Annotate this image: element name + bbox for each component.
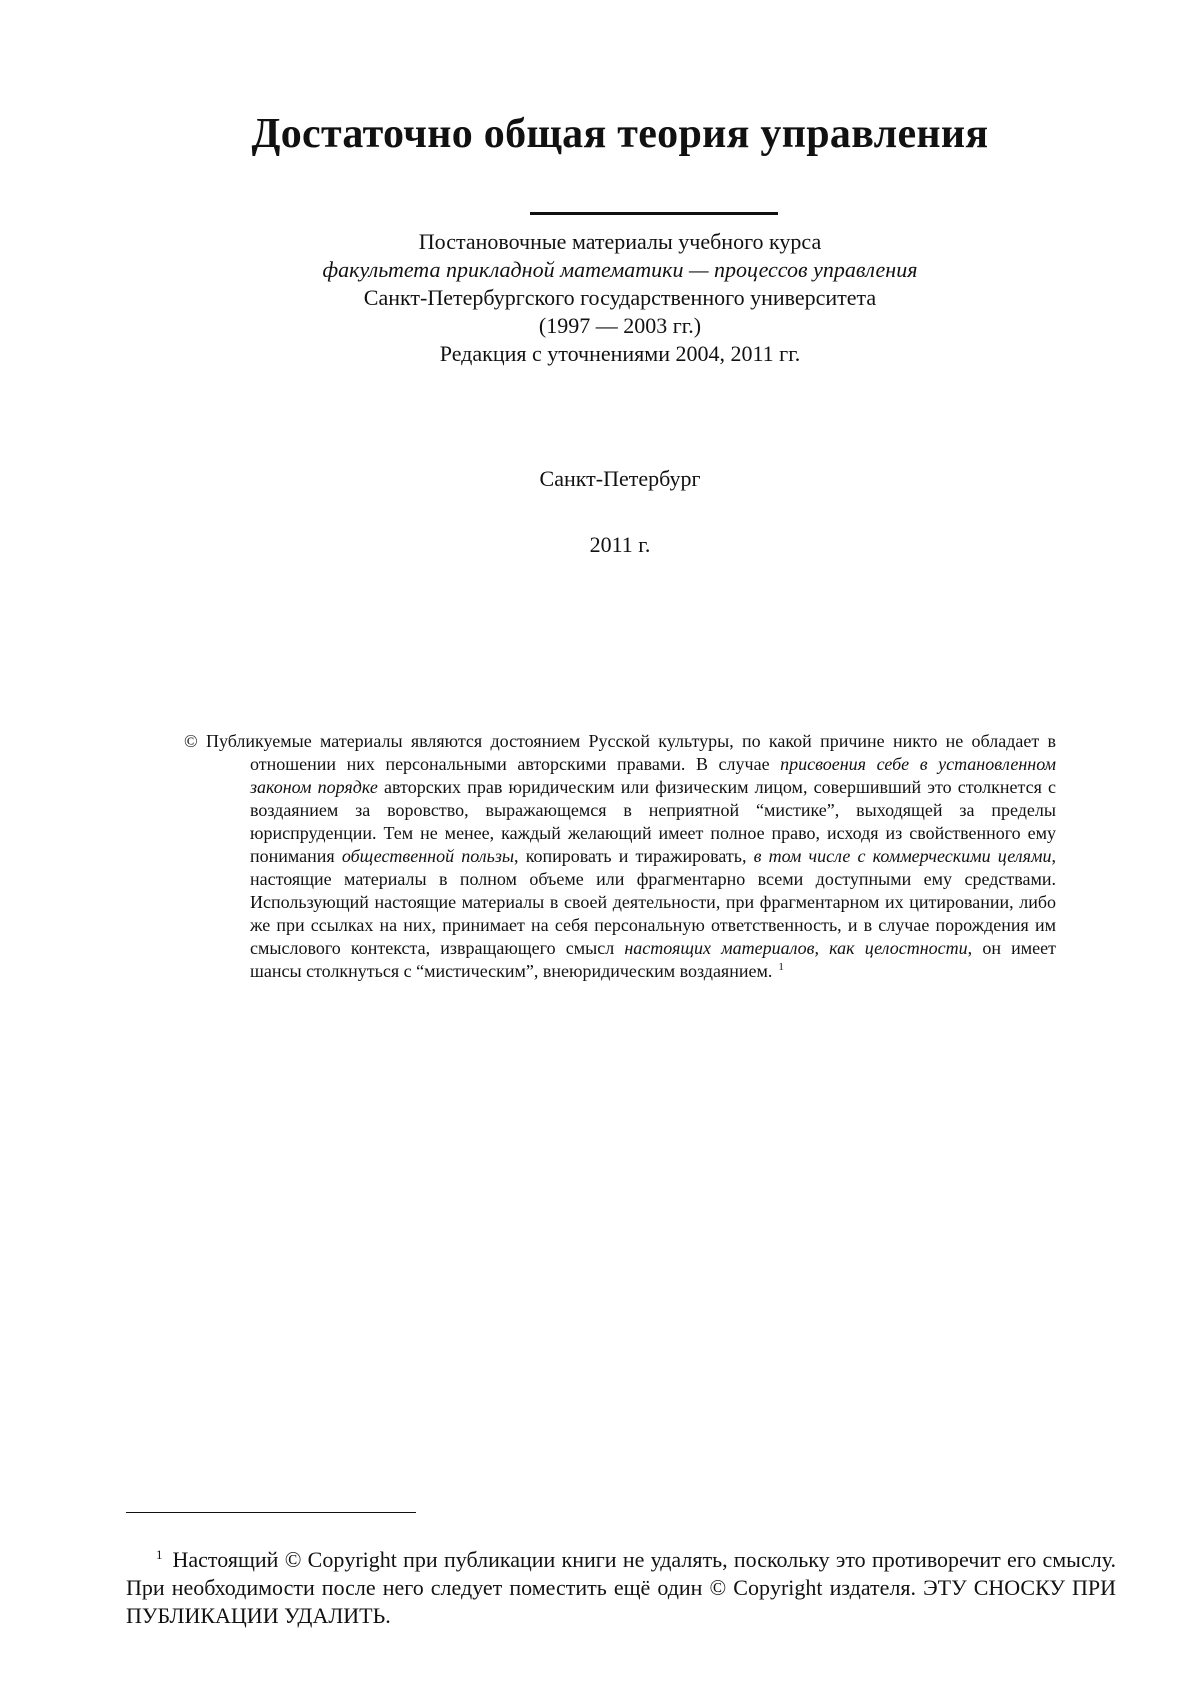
footnote-mark: 1 bbox=[156, 1546, 163, 1562]
footnote bbox=[126, 1546, 1116, 1630]
copyright-notice bbox=[184, 730, 1057, 983]
subtitle-line-2: факультета прикладной математики — процессов управления bbox=[322, 257, 918, 282]
copyright-emphasis-1: присвоения себе в установленном законом порядке bbox=[250, 754, 1056, 797]
subtitle-line-1: Постановочные материалы учебного курса bbox=[418, 229, 822, 254]
footnote-reference[interactable]: 1 bbox=[778, 961, 784, 973]
copyright-text-part-4: , настоящие материалы в полном объеме или фрагментарно всеми доступными ему средствами. Использующий настоящие материалы в своей деятельности, при фрагментарном их цитировании, либо же при ссылках на них, принимает на себя персональную ответственность, и в случае порождения им смыслового контекста, извращающего смысл bbox=[250, 846, 1056, 958]
copyright-emphasis-2: общественной пользы bbox=[341, 846, 515, 866]
copyright-emphasis-3: в том числе с коммерческими целями bbox=[753, 846, 1052, 866]
copyright-text-part-1: © Публикуемые материалы являются достоянием Русской культуры, по какой причине никто не обладает в отношении них персональными авторскими правами. В случае bbox=[184, 731, 1056, 774]
footnote-text: Настоящий © Copyright при публикации книги не удалять, поскольку это противоречит его смыслу. При необходимости после него следует поместить ещё один © Copyright издателя. ЭТУ СНОСКУ ПРИ ПУБЛИКАЦИИ УДАЛИТЬ. bbox=[126, 1547, 1116, 1628]
copyright-text-part-5: , он имеет шансы столкнуться с “мистическим”, внеюридическим воздаянием. bbox=[250, 938, 1056, 981]
publication-city: Санкт-Петербург bbox=[539, 466, 701, 491]
subtitle-line-5: Редакция с уточнениями 2004, 2011 гг. bbox=[439, 341, 801, 366]
footnote-separator-divider bbox=[126, 1512, 416, 1513]
subtitle-line-3: Санкт-Петербургского государственного университета bbox=[363, 285, 877, 310]
subtitle-line-4: (1997 — 2003 гг.) bbox=[538, 313, 702, 338]
document-title: Достаточно общая теория управления bbox=[251, 111, 989, 157]
subtitle-block bbox=[0, 228, 1200, 368]
publication-year: 2011 г. bbox=[589, 532, 651, 557]
copyright-text-part-2: авторских прав юридическим или физическим лицом, совершивший это столкнется с воздаянием за воровство, выражающемся в неприятной “мистике”, выходящей за пределы юриспруденции. Тем не менее, каждый желающий имеет полное право, исходя из свойственного ему понимания bbox=[250, 777, 1057, 866]
copyright-emphasis-4: настоящих материалов, как целостности bbox=[624, 938, 968, 958]
copyright-text-part-3: , копировать и тиражировать, bbox=[514, 846, 754, 866]
title-underline-divider bbox=[530, 212, 778, 215]
